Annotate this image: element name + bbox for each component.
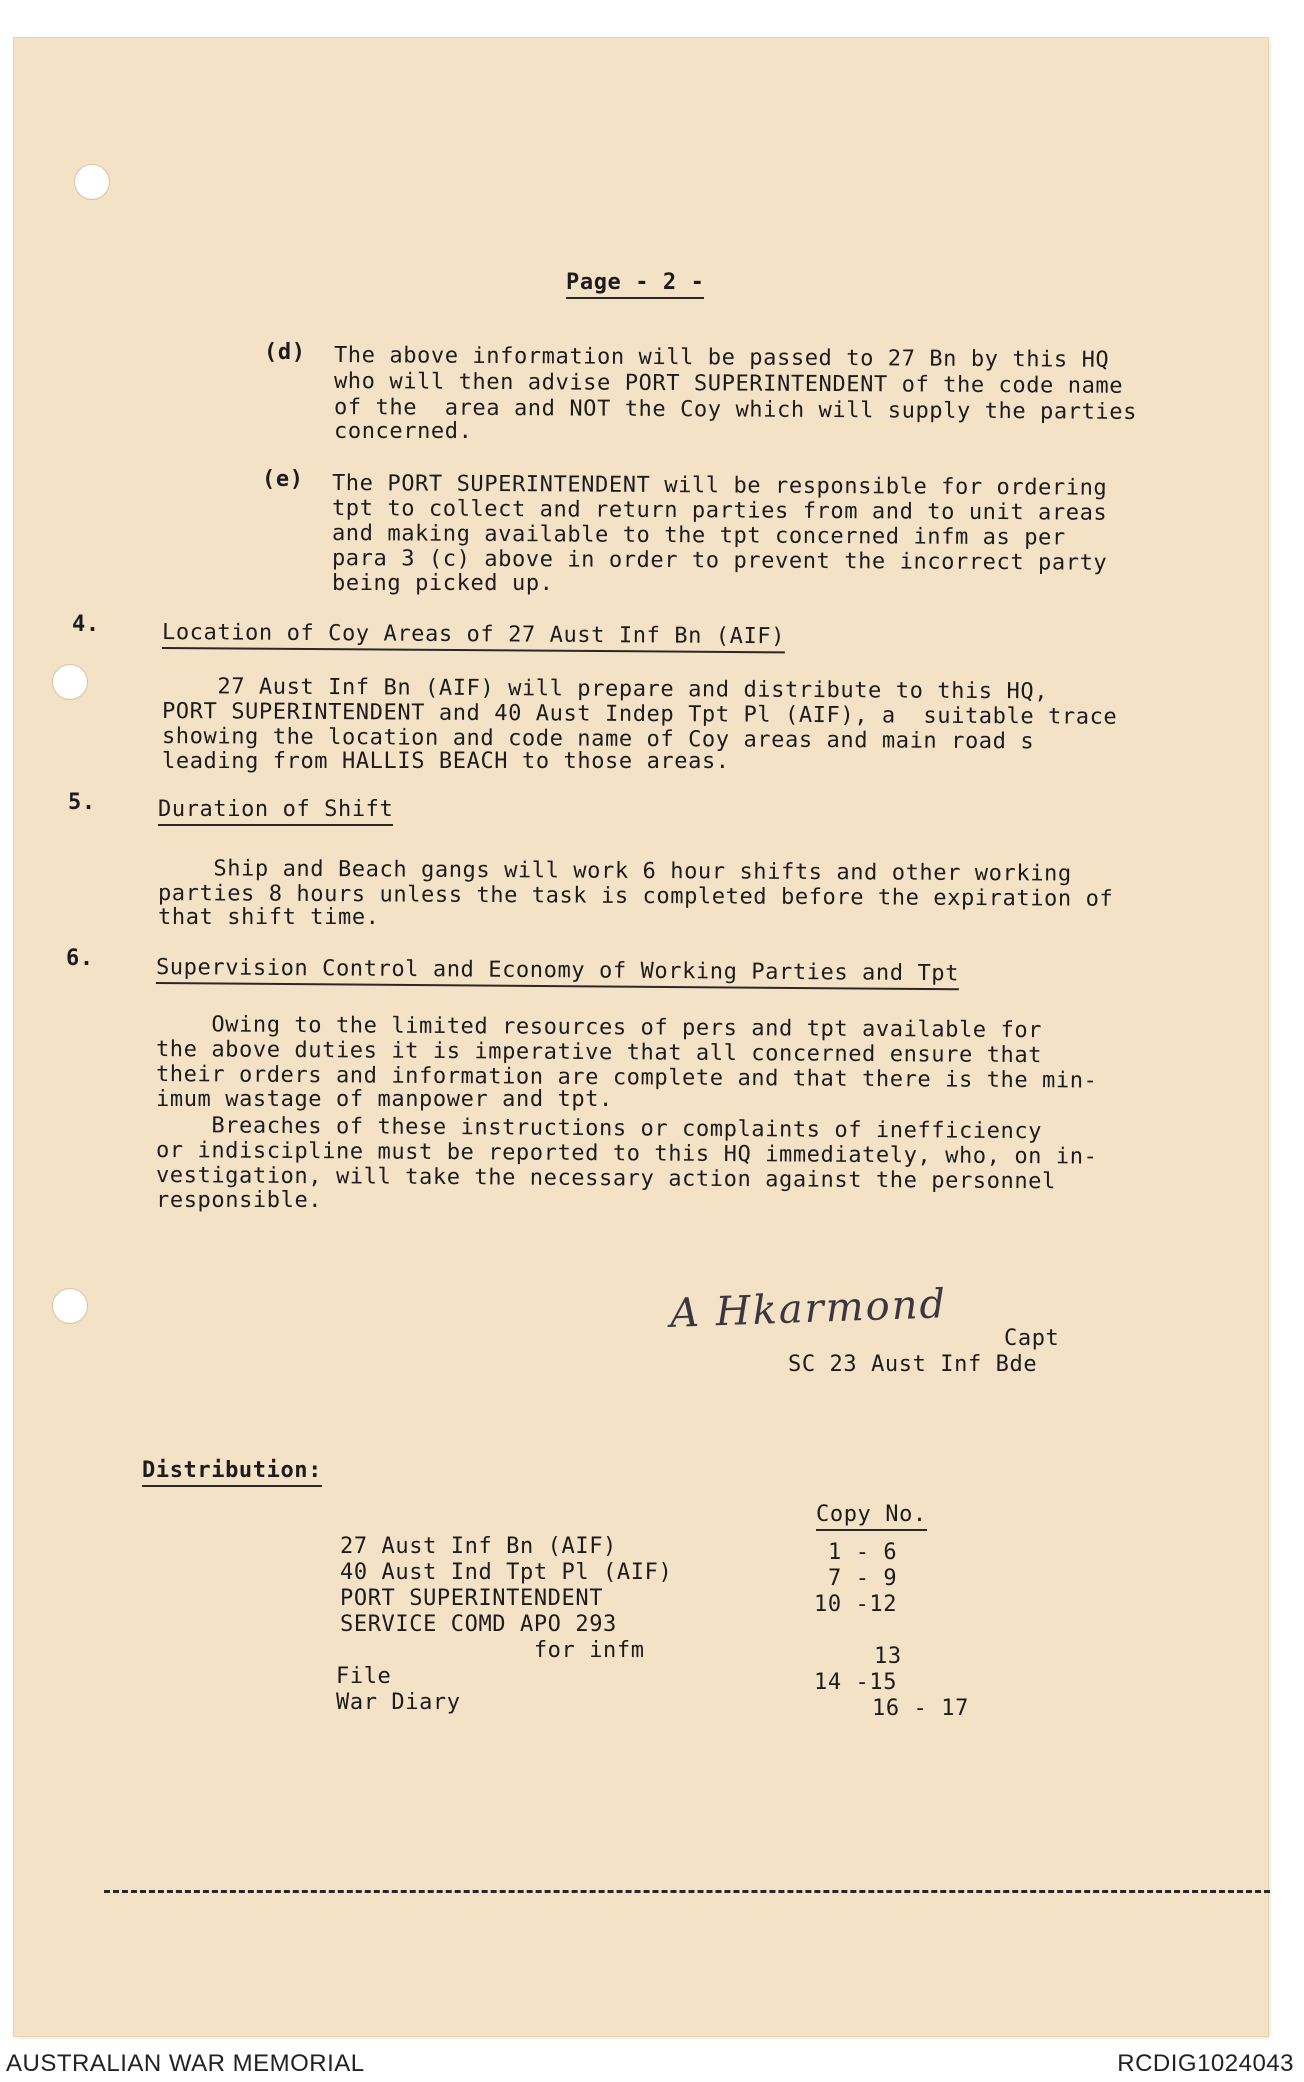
para-d-line: who will then advise PORT SUPERINTENDENT of the code name — [333, 369, 1124, 399]
section-4-line: showing the location and code name of Coy areas and main road s — [161, 724, 1035, 755]
distribution-name: PORT SUPERINTENDENT — [340, 1586, 604, 1611]
distribution-name: 40 Aust Ind Tpt Pl (AIF) — [340, 1560, 673, 1585]
section-6-line: imum wastage of manpower and tpt. — [156, 1087, 613, 1112]
section-4-number: 4. — [72, 612, 100, 637]
section-6-line: their orders and information are complete and that there is the min- — [155, 1062, 1098, 1094]
para-e-marker: (e) — [262, 467, 304, 492]
distribution-copies: 13 — [874, 1644, 902, 1669]
section-6-line: or indiscipline must be reported to this HQ immediately, who, on in- — [155, 1138, 1098, 1170]
distribution-copies: 14 -15 — [814, 1670, 898, 1695]
section-6-line: Owing to the limited resources of pers and tpt available for — [155, 1012, 1043, 1044]
copy-number-header: Copy No. — [816, 1502, 927, 1531]
section-4-line: 27 Aust Inf Bn (AIF) will prepare and distribute to this HQ, — [161, 674, 1049, 705]
footer-record-id: RCDIG1024043 — [1117, 2050, 1294, 2077]
distribution-name: for infm — [340, 1638, 645, 1663]
section-6-heading: Supervision Control and Economy of Working Parties and Tpt — [156, 955, 959, 990]
para-e-line: The PORT SUPERINTENDENT will be responsible for ordering — [331, 471, 1108, 501]
para-d-line: The above information will be passed to 27 Bn by this HQ — [333, 343, 1110, 373]
para-d-marker: (d) — [264, 340, 306, 365]
page-header: Page - 2 - — [566, 270, 704, 299]
section-4-line: leading from HALLIS BEACH to those areas. — [162, 749, 730, 774]
section-6-line: the above duties it is imperative that all concerned ensure that — [155, 1037, 1043, 1069]
section-5-line: parties 8 hours unless the task is completed before the expiration of — [157, 881, 1114, 912]
para-e-line: tpt to collect and return parties from and to unit areas — [331, 496, 1108, 526]
punch-hole-top — [74, 164, 110, 200]
distribution-name: 27 Aust Inf Bn (AIF) — [340, 1534, 617, 1559]
signature-appointment: SC 23 Aust Inf Bde — [788, 1352, 1038, 1377]
section-6-number: 6. — [66, 946, 94, 971]
section-4-line: PORT SUPERINTENDENT and 40 Aust Indep Tpt Pl (AIF), a suitable trace — [161, 699, 1118, 730]
para-e-line: para 3 (c) above in order to prevent the incorrect party — [331, 546, 1108, 576]
section-5-number: 5. — [68, 790, 96, 815]
distribution-copies: 16 - 17 — [872, 1696, 969, 1721]
section-5-line: Ship and Beach gangs will work 6 hour shifts and other working — [157, 856, 1072, 887]
section-5-line: that shift time. — [158, 905, 380, 930]
para-d-line: of the area and NOT the Coy which will supply the parties — [333, 395, 1138, 425]
distribution-name: War Diary — [336, 1690, 461, 1715]
footer-archive-name: AUSTRALIAN WAR MEMORIAL — [6, 2050, 365, 2077]
section-4-heading: Location of Coy Areas of 27 Aust Inf Bn (AIF) — [162, 620, 785, 653]
punch-hole-middle — [52, 664, 88, 700]
section-6-line: Breaches of these instructions or complaints of inefficiency — [155, 1113, 1043, 1145]
section-5-heading: Duration of Shift — [158, 797, 393, 826]
distribution-name: SERVICE COMD APO 293 — [340, 1612, 617, 1637]
distribution-copies: 10 -12 — [814, 1592, 898, 1617]
distribution-name: File — [336, 1664, 392, 1689]
signature-rank: Capt — [1004, 1326, 1060, 1351]
para-e-line: being picked up. — [332, 571, 554, 596]
distribution-copies: 7 - 9 — [828, 1566, 898, 1591]
para-d-line: concerned. — [334, 419, 473, 444]
end-divider — [104, 1890, 1270, 1893]
distribution-heading: Distribution: — [142, 1458, 322, 1487]
section-6-line: responsible. — [156, 1188, 323, 1213]
section-6-line: vestigation, will take the necessary action against the personnel — [155, 1163, 1057, 1195]
distribution-copies: 1 - 6 — [828, 1540, 898, 1565]
signature-scrawl: A Hkarmond — [669, 1281, 948, 1337]
punch-hole-bottom — [52, 1288, 88, 1324]
para-e-line: and making available to the tpt concerned infm as per — [331, 521, 1066, 551]
